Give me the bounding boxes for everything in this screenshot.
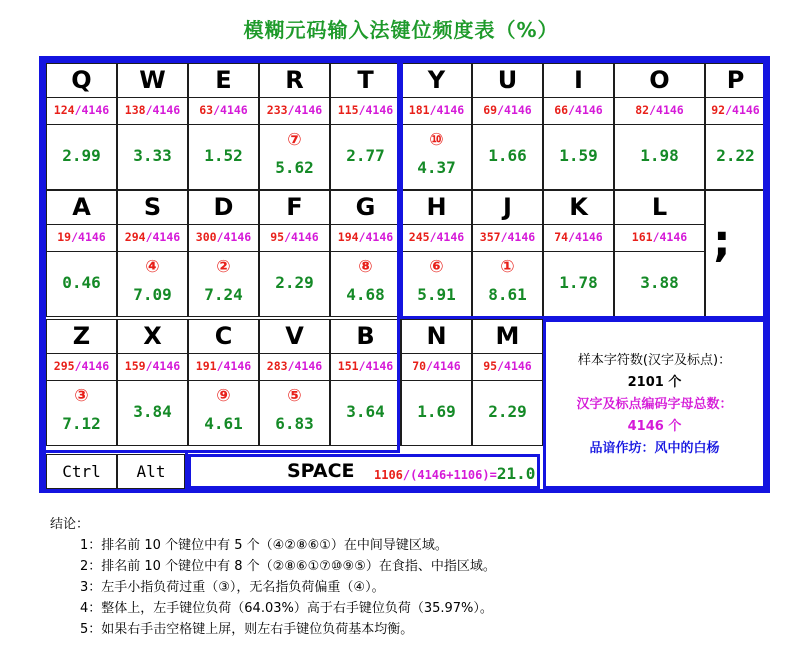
key-count-value: 151 (337, 359, 359, 373)
key-label: D (189, 191, 258, 225)
key-count-total: /4146 (213, 103, 248, 117)
key-count-total: /4146 (429, 103, 465, 117)
key-count-value: 194 (337, 230, 359, 244)
key-count-value: 294 (124, 230, 146, 244)
rank-marker: ① (500, 257, 515, 277)
key-percent: 3.88 (640, 273, 679, 292)
key-label: K (544, 191, 613, 225)
key-count-value: 124 (53, 103, 75, 117)
conclusion-item: 3：左手小指负荷过重（③），无名指负荷偏重（④）。 (80, 580, 385, 595)
key-percent: 3.84 (133, 402, 172, 421)
key-count-total: /4146 (725, 103, 760, 117)
key-percent: 4.68 (346, 285, 385, 304)
key-label: O (615, 64, 704, 98)
rank-marker: ② (216, 257, 231, 277)
conclusion-item: 2：排名前 10 个键位中有 8 个（②⑧⑥①⑦⑩⑨⑤）在食指、中指区域。 (80, 559, 496, 574)
key-percent: 1.78 (559, 273, 598, 292)
key-percent: 5.91 (417, 285, 456, 304)
key-label: U (473, 64, 542, 98)
key-count-total: /4146 (74, 359, 110, 373)
key-label: Q (47, 64, 116, 98)
key-count-total: /4146 (429, 230, 465, 244)
key-percent: 1.66 (488, 146, 527, 165)
key-count-value: 66 (554, 103, 569, 117)
key-count-value: 63 (199, 103, 214, 117)
key-alt-label: Alt (136, 462, 166, 481)
key-percent: 3.64 (346, 402, 385, 421)
key-count-value: 357 (479, 230, 501, 244)
key-percent: 4.37 (417, 158, 456, 177)
left-hand-zone (43, 60, 400, 453)
key-count-value: 92 (711, 103, 726, 117)
key-percent: 1.98 (640, 146, 679, 165)
key-percent: 5.62 (275, 158, 314, 177)
rank-marker: ⑤ (287, 386, 302, 406)
key-percent: 7.24 (204, 285, 243, 304)
key-count-value: 69 (483, 103, 498, 117)
key-percent: 1.59 (559, 146, 598, 165)
conclusion-item: 5：如果右手击空格键上屏，则左右手键位负荷基本均衡。 (80, 622, 414, 637)
space-formula (374, 464, 535, 483)
key-count-value: 115 (337, 103, 359, 117)
key-count-total: /4146 (500, 230, 536, 244)
key-percent: 1.52 (204, 146, 243, 165)
key-percent: 2.99 (62, 146, 101, 165)
key-count-total: /4146 (145, 359, 181, 373)
key-label: P (706, 64, 765, 98)
key-count-total: /4146 (358, 230, 394, 244)
key-count-value: 181 (408, 103, 430, 117)
key-count-total: /4146 (287, 103, 323, 117)
info-total-label: 汉字及标点编码字母总数： (576, 397, 733, 412)
key-count-value: 283 (266, 359, 288, 373)
conclusions (50, 514, 496, 640)
key-m (472, 319, 543, 446)
key-label: Z (47, 320, 116, 354)
key-percent: 2.29 (488, 402, 527, 421)
key-percent: 4.61 (204, 414, 243, 433)
key-percent: 3.33 (133, 146, 172, 165)
key-label: S (118, 191, 187, 225)
key-count-total: /4146 (358, 103, 394, 117)
key-percent: 1.69 (417, 402, 456, 421)
key-label: G (331, 191, 400, 225)
page-title: 模糊元码输入法键位频度表（%） (243, 18, 559, 42)
rank-marker: ⑧ (358, 257, 373, 277)
key-label: H (402, 191, 471, 225)
key-count-value: 159 (124, 359, 146, 373)
key-label: N (402, 320, 471, 354)
key-count-value: 19 (57, 230, 72, 244)
key-count-total: /4146 (568, 103, 603, 117)
key-semicolon-label: ; (713, 216, 731, 267)
key-count-total: /4146 (216, 230, 252, 244)
conclusion-heading: 结论： (50, 517, 90, 532)
key-count-total: /4146 (74, 103, 110, 117)
key-percent: 0.46 (62, 273, 101, 292)
key-percent: 2.77 (346, 146, 385, 165)
key-count-value: 95 (270, 230, 285, 244)
key-count-total: /4146 (71, 230, 106, 244)
rank-marker: ⑨ (216, 386, 231, 406)
key-count-total: /4146 (426, 359, 461, 373)
key-count-value: 161 (631, 230, 653, 244)
key-label: A (47, 191, 116, 225)
key-label: Y (402, 64, 471, 98)
key-count-total: /4146 (652, 230, 688, 244)
key-count (402, 353, 471, 381)
key-ctrl-label: Ctrl (62, 462, 101, 481)
key-label: T (331, 64, 400, 98)
key-label: E (189, 64, 258, 98)
key-label: W (118, 64, 187, 98)
key-label: R (260, 64, 329, 98)
rank-marker: ⑥ (429, 257, 444, 277)
key-count-total: /4146 (497, 359, 532, 373)
key-count-value: 191 (195, 359, 217, 373)
key-label: I (544, 64, 613, 98)
key-count (473, 353, 542, 381)
key-count-value: 95 (483, 359, 498, 373)
key-label: B (331, 320, 400, 354)
key-percent: 8.61 (488, 285, 527, 304)
key-label: M (473, 320, 542, 354)
key-label: J (473, 191, 542, 225)
key-count-value: 233 (266, 103, 288, 117)
info-sample-count: 2101 个 (627, 375, 682, 390)
conclusion-item: 1：排名前 10 个键位中有 5 个（④②⑧⑥①）在中间导键区域。 (80, 538, 448, 553)
rank-marker: ④ (145, 257, 160, 277)
key-n (401, 319, 472, 446)
conclusion-item: 4：整体上，左手键位负荷（64.03%）高于右手键位负荷（35.97%）。 (80, 601, 493, 616)
key-percent: 2.22 (716, 146, 755, 165)
key-percent: 2.29 (275, 273, 314, 292)
key-count-value: 245 (408, 230, 430, 244)
info-author: 品谙作坊：风中的白杨 (589, 441, 720, 456)
key-count-total: /4146 (497, 103, 532, 117)
key-percent: 6.83 (275, 414, 314, 433)
right-hand-zone (400, 60, 766, 319)
key-count-value: 300 (195, 230, 217, 244)
key-space-label: SPACE (287, 460, 355, 482)
key-label: V (260, 320, 329, 354)
key-label: L (615, 191, 704, 225)
key-label: X (118, 320, 187, 354)
key-count-value: 138 (124, 103, 146, 117)
key-count-total: /4146 (568, 230, 603, 244)
space-formula-mid: /(4146+1106)= (402, 468, 497, 482)
key-label: C (189, 320, 258, 354)
info-sample-label: 样本字符数(汉字及标点)： (577, 353, 732, 368)
key-count-value: 295 (53, 359, 75, 373)
sample-info (546, 350, 763, 460)
key-count-total: /4146 (145, 230, 181, 244)
rank-marker: ⑦ (287, 130, 302, 150)
key-percent: 7.09 (133, 285, 172, 304)
key-count-total: /4146 (284, 230, 319, 244)
info-total-count: 4146 个 (627, 419, 682, 434)
key-count-total: /4146 (287, 359, 323, 373)
rank-marker: ③ (74, 386, 89, 406)
key-percent: 7.12 (62, 414, 101, 433)
rank-marker: ⑩ (429, 130, 444, 150)
key-count-value: 70 (412, 359, 427, 373)
key-count-total: /4146 (649, 103, 684, 117)
key-count-value: 74 (554, 230, 569, 244)
key-count-value: 82 (635, 103, 650, 117)
key-count-total: /4146 (145, 103, 181, 117)
space-percent: 21.0 (496, 464, 536, 483)
key-label: F (260, 191, 329, 225)
key-count-total: /4146 (358, 359, 394, 373)
space-count: 1106 (374, 468, 403, 482)
key-count-total: /4146 (216, 359, 252, 373)
